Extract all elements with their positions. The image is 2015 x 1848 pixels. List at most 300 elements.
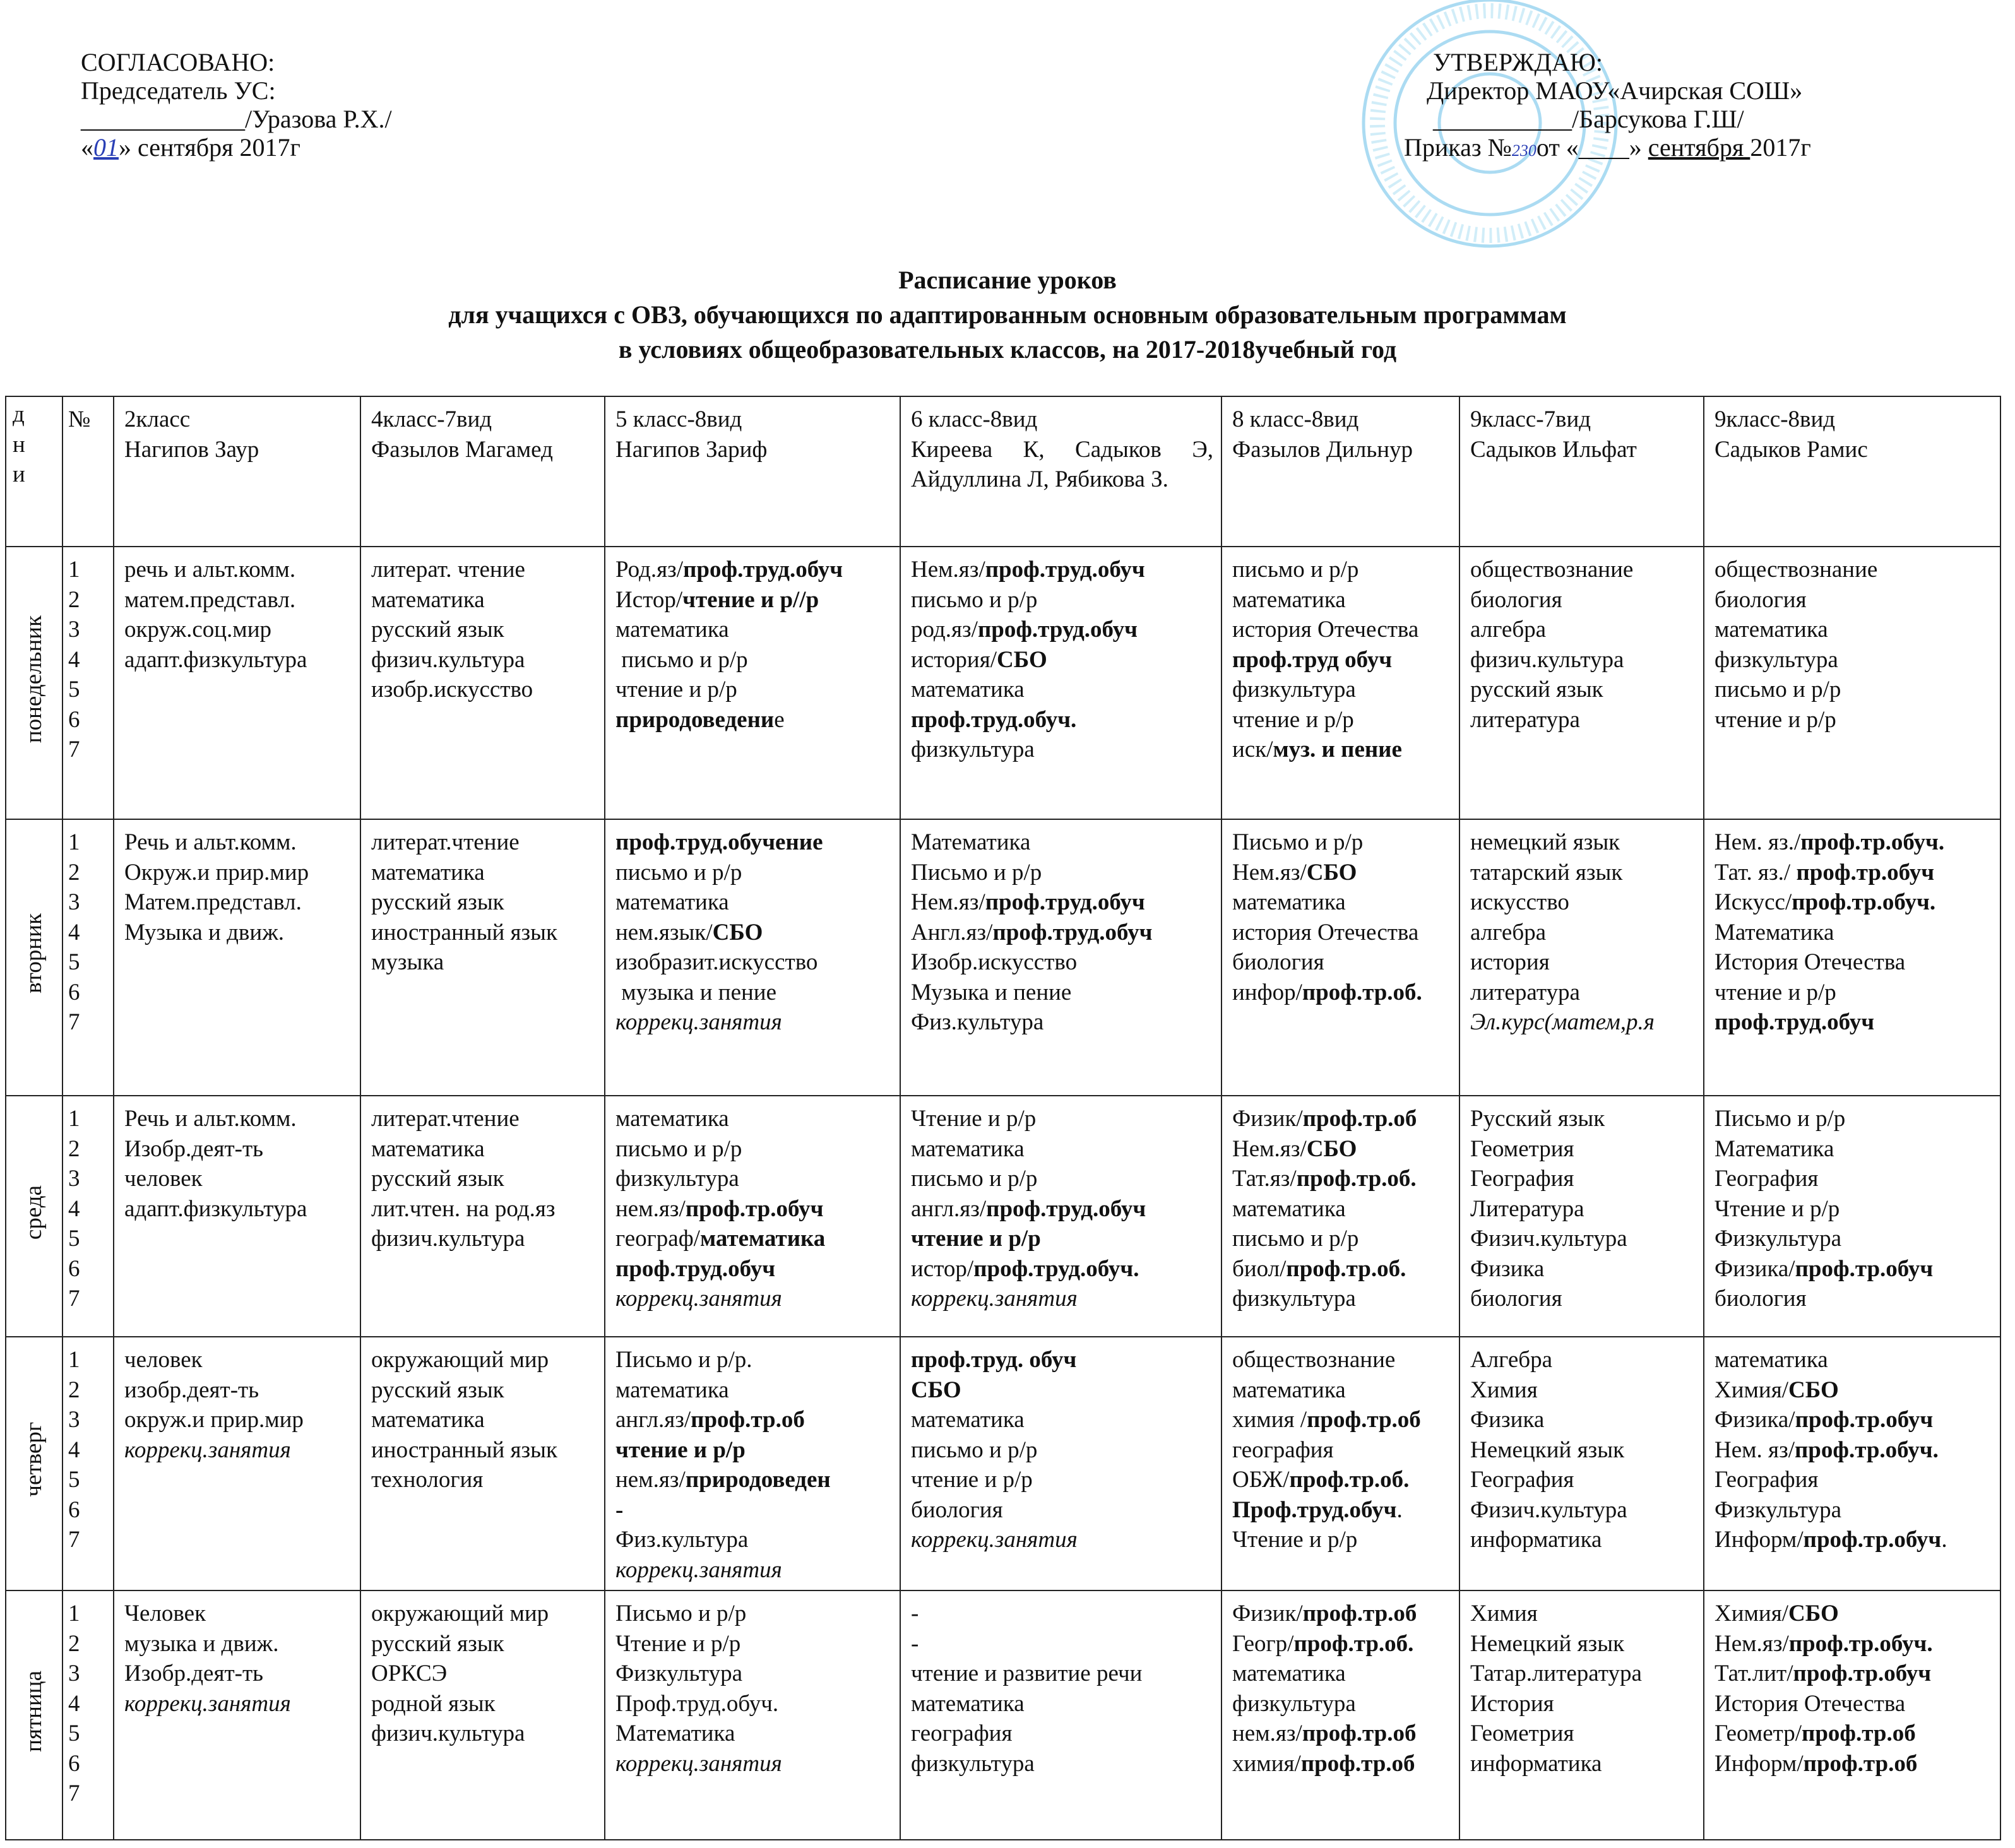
schedule-cell	[900, 547, 1221, 819]
lesson	[911, 735, 1213, 765]
subject-text: Физич.культура	[1470, 1226, 1627, 1252]
subject-text: Нем. яз./	[1715, 829, 1801, 855]
schedule-cell	[1221, 1337, 1459, 1590]
header-row	[6, 396, 2000, 547]
lesson	[1232, 1659, 1451, 1689]
lesson-number: 3	[68, 1407, 80, 1433]
schedule-cell	[1221, 1590, 1459, 1840]
subject-text: математика	[1715, 1347, 1828, 1373]
subject-text: литерат. чтение	[371, 557, 525, 583]
lesson	[911, 1164, 1213, 1194]
subject-text: Чтение и р/р	[1715, 1195, 1840, 1222]
subject-text: Англ.яз/	[911, 919, 993, 945]
lesson	[1470, 645, 1696, 675]
lesson	[615, 1435, 892, 1466]
days-header-letter: и	[13, 461, 25, 487]
lesson	[371, 1689, 597, 1719]
lesson	[615, 1007, 892, 1038]
lesson	[1715, 1104, 1992, 1134]
lesson	[1232, 1629, 1451, 1659]
lesson-numbers	[62, 547, 114, 819]
subject-text: -	[911, 1601, 919, 1626]
lesson-numbers	[62, 1096, 114, 1337]
subject-text: письмо и р/р	[911, 1436, 1038, 1463]
subject-text: е	[774, 706, 785, 733]
student-names: Нагипов Заур	[124, 436, 259, 463]
lesson	[1715, 947, 1992, 978]
subject-text: физкультура	[1715, 646, 1838, 673]
subject-text: история Отечества	[1232, 617, 1419, 643]
lesson	[615, 585, 892, 615]
lesson	[371, 1719, 597, 1749]
schedule-cell	[1459, 1096, 1704, 1337]
subject-text: окруж.и прир.мир	[124, 1407, 304, 1433]
subject-text: биология	[1232, 949, 1324, 975]
subject-text: письмо и р/р	[615, 1135, 742, 1162]
subject-text: чтение и р/р	[1715, 979, 1836, 1005]
lesson	[1715, 1629, 1992, 1659]
lesson-number: 2	[68, 1135, 80, 1162]
lesson	[615, 1719, 892, 1749]
subject-text: физкультура	[1232, 1690, 1356, 1717]
lesson	[1470, 947, 1696, 978]
lesson	[1232, 947, 1451, 978]
order-month: сентября	[1648, 133, 1750, 162]
subject-text: Информ/	[1715, 1750, 1804, 1777]
signature-line: ___________	[1433, 105, 1572, 133]
lesson-number: 5	[68, 677, 80, 702]
lesson-number: 6	[68, 706, 80, 733]
subject-text: биол/	[1232, 1255, 1287, 1282]
subject-text: математика	[615, 617, 729, 643]
lesson	[1715, 978, 1992, 1008]
subject-bold: проф.тр.об.	[1302, 979, 1422, 1005]
lesson	[1470, 978, 1696, 1008]
day-name: пятница	[21, 1670, 47, 1752]
lesson	[615, 675, 892, 705]
lesson	[615, 1134, 892, 1164]
subject-bold: проф.труд.обуч	[977, 617, 1138, 643]
lesson	[615, 1284, 892, 1314]
lesson	[124, 1599, 352, 1629]
subject-text: письмо и р/р	[911, 1166, 1038, 1192]
subject-text: чтение и р/р	[911, 1467, 1033, 1493]
lesson	[1715, 1224, 1992, 1254]
lesson	[1232, 1104, 1451, 1134]
subject-text: русский язык	[371, 889, 504, 915]
subject-text: Род.яз/	[615, 557, 684, 583]
subject-text: математика	[911, 677, 1025, 702]
subject-bold: проф.тр.об	[1803, 1750, 1918, 1777]
subject-text: Немецкий язык	[1470, 1630, 1625, 1657]
schedule-cell	[605, 1337, 900, 1590]
subject-text: физкультура	[615, 1166, 739, 1192]
subject-text: математика	[911, 1135, 1025, 1162]
lesson-number: 1	[68, 1601, 80, 1626]
subject-text: адапт.физкультура	[124, 646, 307, 673]
subject-text: история Отечества	[1232, 919, 1419, 945]
subject-text: Физика	[1470, 1255, 1545, 1282]
schedule-cell	[900, 1590, 1221, 1840]
lesson	[371, 858, 597, 888]
subject-text: Матем.представл.	[124, 889, 302, 915]
lesson	[1715, 1007, 1992, 1038]
subject-text: Немецкий язык	[1470, 1436, 1625, 1463]
lesson-number: 4	[68, 646, 80, 673]
subject-text: письмо и р/р	[615, 859, 742, 886]
subject-text: информатика	[1470, 1750, 1602, 1777]
lesson	[1470, 705, 1696, 735]
schedule-cell	[1221, 547, 1459, 819]
lesson	[1715, 1465, 1992, 1495]
lesson-number: 3	[68, 889, 80, 915]
schedule-cell	[1459, 547, 1704, 819]
lesson-number: 6	[68, 1750, 80, 1777]
lesson-number: 6	[68, 1496, 80, 1523]
lesson	[1232, 1435, 1451, 1466]
title-line-3: в условиях общеобразовательных классов, на 2017-2018учебный год	[618, 335, 1397, 364]
subject-text: изобр.искусство	[371, 677, 533, 702]
lesson	[911, 1194, 1213, 1224]
subject-text: физич.культура	[371, 1226, 525, 1252]
lesson	[1470, 1345, 1696, 1375]
lesson	[615, 1599, 892, 1629]
lesson	[615, 705, 892, 735]
lesson	[1232, 735, 1451, 765]
schedule-cell	[114, 1337, 360, 1590]
subject-text: музыка и пение	[615, 979, 777, 1005]
days-header-letter: д	[13, 401, 25, 427]
lesson	[1470, 827, 1696, 858]
lesson	[1715, 887, 1992, 918]
subject-text: музыка и движ.	[124, 1630, 279, 1657]
lesson-number: 7	[68, 1527, 80, 1553]
director-signature-row	[1404, 105, 1811, 133]
subject-bold: проф.труд.обуч.	[973, 1255, 1139, 1282]
subject-text: математика	[1232, 1661, 1346, 1686]
subject-text: -	[911, 1630, 919, 1657]
lesson-number: 5	[68, 1226, 80, 1252]
lesson	[911, 585, 1213, 615]
subject-text: чтение и р/р	[1232, 706, 1354, 733]
lesson	[371, 887, 597, 918]
schedule-cell	[1459, 819, 1704, 1096]
lesson	[1470, 1719, 1696, 1749]
lesson	[1470, 585, 1696, 615]
subject-italic: коррекц.занятия	[615, 1009, 782, 1035]
lesson	[1470, 887, 1696, 918]
lesson	[1715, 675, 1992, 705]
lesson-number: 5	[68, 1721, 80, 1746]
class-name: 8 класс-8вид	[1232, 406, 1359, 432]
day-name: вторник	[21, 913, 47, 994]
subject-italic: Эл.курс(матем,р.я	[1470, 1009, 1655, 1035]
approve-heading: УТВЕРЖДАЮ:	[1433, 48, 1603, 76]
lesson-number: 6	[68, 1255, 80, 1282]
schedule-cell	[360, 819, 605, 1096]
subject-text: Физкультура	[615, 1661, 743, 1686]
lesson-number: 1	[68, 557, 80, 583]
schedule-cell	[360, 547, 605, 819]
lesson-number: 3	[68, 1661, 80, 1686]
lesson	[911, 858, 1213, 888]
subject-italic: коррекц.занятия	[615, 1750, 782, 1777]
subject-text: Нем.яз/	[1232, 1135, 1307, 1162]
schedule-cell	[605, 819, 900, 1096]
subject-text: Физ.культура	[615, 1527, 749, 1553]
lesson	[124, 827, 352, 858]
day-cell	[6, 547, 62, 819]
subject-text: Тат.яз/	[1232, 1166, 1297, 1192]
subject-text: окружающий мир	[371, 1601, 549, 1626]
lesson	[1232, 1465, 1451, 1495]
subject-text: Химия	[1470, 1377, 1538, 1403]
lesson	[371, 1405, 597, 1435]
subject-text: биология	[1715, 1286, 1807, 1312]
subject-text: математика	[371, 1407, 485, 1433]
subject-text: Изобр.деят-ть	[124, 1135, 263, 1162]
subject-text: Геометрия	[1470, 1135, 1574, 1162]
subject-text: Письмо и р/р	[1232, 829, 1364, 855]
subject-bold: проф.тр.обуч	[1795, 1407, 1934, 1433]
schedule-cell	[900, 819, 1221, 1096]
lesson	[1470, 858, 1696, 888]
subject-bold: проф.труд.обучение	[615, 829, 823, 855]
subject-text: Чтение и р/р	[615, 1630, 741, 1657]
class-header	[605, 396, 900, 547]
lesson	[1470, 615, 1696, 645]
subject-bold: проф.тр.обуч.	[1792, 889, 1936, 915]
subject-text: Литература	[1470, 1195, 1584, 1222]
lesson	[615, 827, 892, 858]
order-line	[1404, 133, 1811, 165]
order-prefix: Приказ №	[1404, 133, 1512, 162]
subject-text: Искусс/	[1715, 889, 1792, 915]
lesson	[1232, 1525, 1451, 1555]
subject-bold: проф.тр.обуч	[1803, 1527, 1942, 1553]
day-name: четверг	[21, 1422, 47, 1498]
lesson	[911, 1749, 1213, 1779]
lesson-number: 1	[68, 1106, 80, 1132]
lesson	[615, 1525, 892, 1555]
lesson	[1715, 1689, 1992, 1719]
subject-italic: коррекц.занятия	[124, 1690, 291, 1717]
lesson-number: 1	[68, 829, 80, 855]
subject-text: изобр.деят-ть	[124, 1377, 259, 1403]
subject-text: технология	[371, 1467, 484, 1493]
subject-text: англ.яз/	[615, 1407, 691, 1433]
subject-text: Тат. яз./	[1715, 859, 1797, 886]
lesson-number: 4	[68, 1436, 80, 1463]
schedule-cell	[1221, 1096, 1459, 1337]
lesson	[615, 1224, 892, 1254]
lesson	[615, 1345, 892, 1375]
lesson	[1715, 1164, 1992, 1194]
lesson	[1232, 1224, 1451, 1254]
subject-bold: проф.тр.об.	[1289, 1467, 1410, 1493]
lesson	[124, 585, 352, 615]
subject-text: литература	[1470, 979, 1580, 1005]
subject-text: информатика	[1470, 1527, 1602, 1553]
lesson	[911, 827, 1213, 858]
day-cell	[6, 1590, 62, 1840]
lesson	[1232, 1689, 1451, 1719]
subject-text: Физкультура	[1715, 1226, 1842, 1252]
subject-text: Изобр.искусство	[911, 949, 1078, 975]
lesson	[1470, 1194, 1696, 1224]
lesson-number: 7	[68, 1286, 80, 1312]
schedule-cell	[900, 1337, 1221, 1590]
subject-text: Письмо и р/р	[615, 1601, 747, 1626]
subject-text: математика	[615, 1106, 729, 1132]
subject-text: Письмо и р/р	[911, 859, 1042, 886]
lesson	[615, 1375, 892, 1406]
subject-bold: проф.труд.обуч	[992, 919, 1153, 945]
subject-text: история/	[911, 646, 997, 673]
subject-bold: проф.тр.об	[691, 1407, 805, 1433]
subject-italic: коррекц.занятия	[911, 1527, 1078, 1553]
lesson	[124, 858, 352, 888]
lesson	[1470, 1435, 1696, 1466]
lesson-number: 2	[68, 1630, 80, 1657]
lesson	[371, 1599, 597, 1629]
subject-text: искусство	[1470, 889, 1569, 915]
class-header	[900, 396, 1221, 547]
subject-text: Речь и альт.комм.	[124, 1106, 297, 1132]
subject-text: Татар.литература	[1470, 1661, 1642, 1686]
subject-text: Физик/	[1232, 1601, 1303, 1626]
subject-text: Нем.яз/	[1715, 1630, 1789, 1657]
lesson	[1470, 1164, 1696, 1194]
lesson	[1470, 1104, 1696, 1134]
lesson	[371, 645, 597, 675]
schedule-table	[5, 396, 2001, 1840]
subject-bold: проф.труд.обуч	[683, 557, 843, 583]
chairman-role: Председатель УС:	[81, 76, 276, 105]
schedule-cell	[1704, 1590, 2000, 1840]
lesson	[615, 615, 892, 645]
schedule-cell	[114, 547, 360, 819]
schedule-cell	[1704, 547, 2000, 819]
lesson	[911, 1689, 1213, 1719]
subject-italic: коррекц.занятия	[615, 1286, 782, 1312]
subject-bold: СБО	[1306, 859, 1357, 886]
day-cell	[6, 819, 62, 1096]
class-header	[1221, 396, 1459, 547]
subject-text: Нем. яз/	[1715, 1436, 1795, 1463]
class-name: 2класс	[124, 406, 191, 432]
approved-heading: СОГЛАСОВАНО:	[81, 48, 275, 76]
subject-bold: СБО	[1788, 1377, 1839, 1403]
lesson	[371, 615, 597, 645]
subject-text: человек	[124, 1166, 203, 1192]
schedule-cell	[1459, 1590, 1704, 1840]
subject-text: чтение и развитие речи	[911, 1661, 1143, 1686]
day-row	[6, 547, 2000, 819]
subject-text: Тат.лит/	[1715, 1661, 1793, 1686]
lesson	[1715, 1435, 1992, 1466]
lesson	[911, 1104, 1213, 1134]
lesson	[124, 1164, 352, 1194]
lesson	[1232, 1134, 1451, 1164]
lesson	[1232, 1164, 1451, 1194]
class-header	[360, 396, 605, 547]
lesson	[911, 1134, 1213, 1164]
lesson	[1232, 1254, 1451, 1284]
subject-text: обществознание	[1715, 557, 1878, 583]
lesson	[124, 1345, 352, 1375]
lesson	[1232, 1495, 1451, 1525]
lesson	[124, 1629, 352, 1659]
subject-text: физкультура	[1232, 677, 1356, 702]
day-name: среда	[21, 1185, 47, 1240]
order-year: 2017г	[1750, 133, 1811, 162]
lesson	[371, 555, 597, 585]
lesson	[124, 1435, 352, 1466]
subject-text: Письмо и р/р.	[615, 1347, 752, 1373]
subject-text: Физкультура	[1715, 1496, 1842, 1523]
lesson	[124, 1104, 352, 1134]
subject-text: математика	[371, 859, 485, 886]
lesson	[124, 918, 352, 948]
subject-text: Русский язык	[1470, 1106, 1605, 1132]
lesson	[911, 978, 1213, 1008]
subject-text: .	[1396, 1496, 1403, 1523]
subject-bold: проф.труд.обуч	[615, 1255, 776, 1282]
subject-bold: проф.тр.обуч.	[1788, 1630, 1933, 1657]
student-names: Киреева К, Садыков Э, Айдуллина Л, Рябикова З.	[911, 436, 1213, 492]
lesson	[1715, 858, 1992, 888]
subject-text: алгебра	[1470, 919, 1547, 945]
lesson	[1232, 1719, 1451, 1749]
subject-text: Чтение и р/р	[1232, 1527, 1358, 1553]
subject-bold: проф.тр.обуч.	[1800, 829, 1945, 855]
schedule-cell	[114, 1590, 360, 1840]
subject-text: Чтение и р/р	[911, 1106, 1037, 1132]
lesson	[615, 1659, 892, 1689]
lesson	[371, 585, 597, 615]
lesson	[1470, 1749, 1696, 1779]
subject-bold: проф.тр.об	[1302, 1106, 1417, 1132]
lesson	[124, 1689, 352, 1719]
lesson	[615, 947, 892, 978]
lesson	[1232, 1405, 1451, 1435]
subject-text: чтение и р/р	[1715, 706, 1836, 733]
lesson-number: 7	[68, 1009, 80, 1035]
schedule-cell	[605, 547, 900, 819]
subject-text: англ.яз/	[911, 1195, 987, 1222]
lesson	[371, 675, 597, 705]
subject-bold: проф.труд.обуч	[985, 557, 1145, 583]
subject-italic: коррекц.занятия	[124, 1436, 291, 1463]
chairman-signature-row	[81, 105, 392, 133]
subject-text: Нем.яз/	[911, 557, 985, 583]
schedule-cell	[1221, 819, 1459, 1096]
subject-text: Математика	[1715, 1135, 1834, 1162]
subject-text: География	[1715, 1467, 1819, 1493]
subject-text: географ/	[615, 1226, 700, 1252]
subject-text: нем.яз/	[615, 1195, 686, 1222]
lesson-number: 2	[68, 586, 80, 613]
lesson	[1715, 705, 1992, 735]
lesson	[371, 1435, 597, 1466]
subject-text: география	[911, 1721, 1013, 1746]
lesson	[615, 555, 892, 585]
subject-text: биология	[1470, 586, 1562, 613]
subject-text: обществознание	[1470, 557, 1634, 583]
subject-bold: проф.тр.обуч	[685, 1195, 824, 1222]
subject-text: род.яз/	[911, 617, 978, 643]
